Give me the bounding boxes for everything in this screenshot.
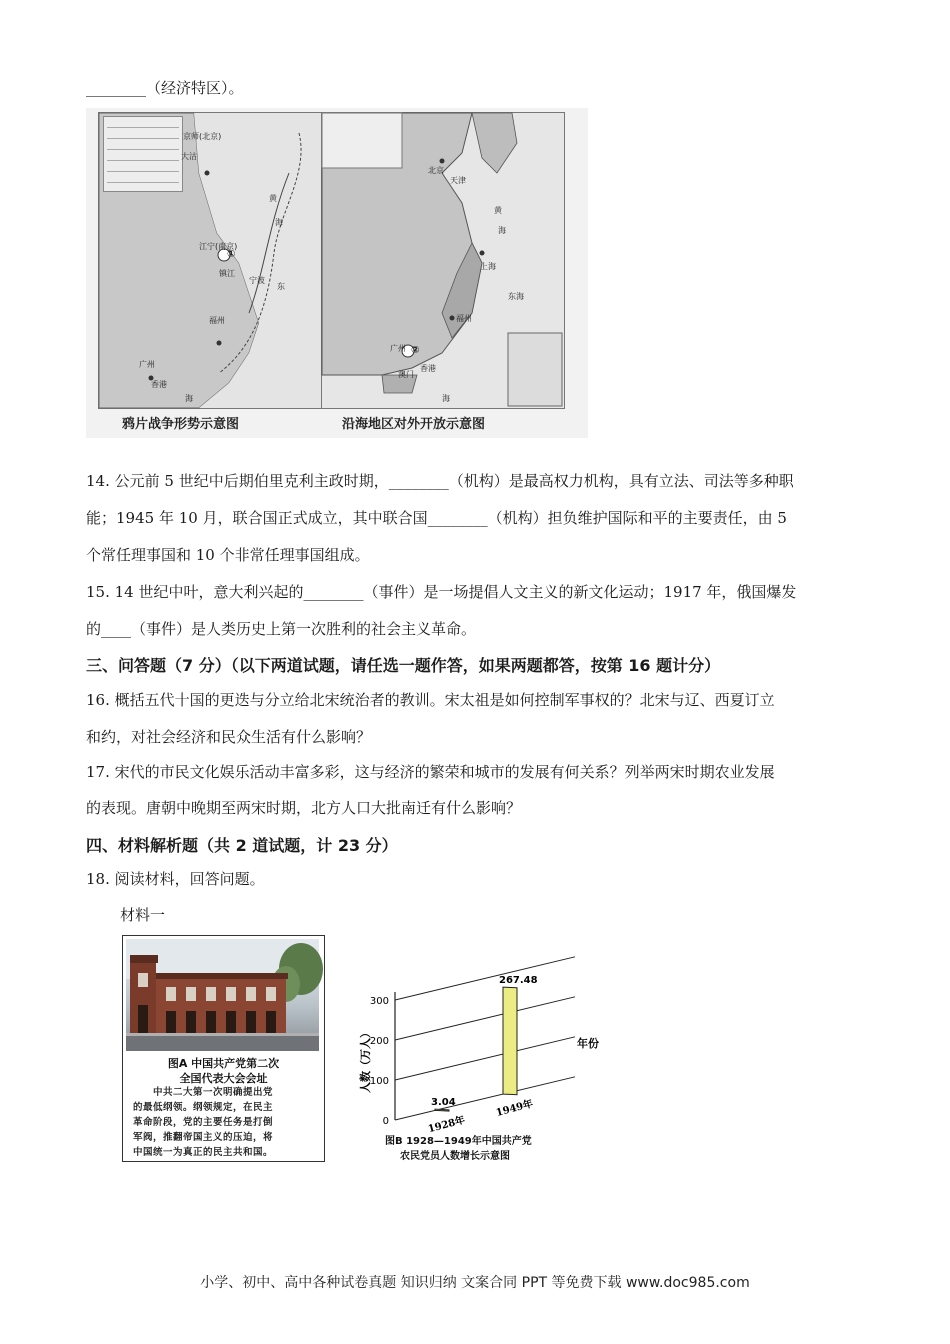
fill-blank-line: ________（经济特区）。	[86, 79, 244, 97]
figure-b-chart	[355, 930, 599, 1170]
question-17-line-1: 17. 宋代的市民文化娱乐活动丰富多彩，这与经济的繁荣和城市的发展有何关系？列举两宋时期农业发展	[86, 763, 775, 781]
marker-2: ②	[411, 345, 420, 356]
question-15-line-1: 15. 14 世纪中叶，意大利兴起的________（事件）是一场提倡人文主义的新文化运动；1917 年，俄国爆发	[86, 583, 797, 601]
question-14-line-3: 个常任理事国和 10 个非常任理事国组成。	[86, 546, 370, 564]
material-1-label: 材料一	[120, 906, 166, 924]
figure-a-text-3: 革命阶段，党的主要任务是打倒	[133, 1117, 274, 1128]
question-14-line-1: 14. 公元前 5 世纪中后期伯里克利主政时期，________（机构）是最高权力机构，具有立法、司法等多种职	[86, 472, 794, 490]
y-tick-label: 300	[369, 996, 389, 1007]
section-3-heading: 三、问答题（7 分）（以下两道试题，请任选一题作答，如果两题都答，按第 16 题计分）	[86, 656, 721, 675]
coastal-opening-map-caption: 沿海地区对外开放示意图	[342, 417, 486, 432]
gridline-0	[395, 1077, 575, 1120]
marker-1: ①	[227, 249, 236, 260]
figure-a-caption-2: 全国代表大会会址	[179, 1072, 268, 1085]
x-category-label: 1949年	[494, 1098, 535, 1119]
page-footer: 小学、初中、高中各种试卷真题 知识归纳 文案合同 PPT 等免费下载 www.doc985.com	[200, 1275, 750, 1291]
y-tick-label: 200	[369, 1036, 389, 1047]
y-tick-label: 0	[382, 1116, 389, 1127]
x-category-label: 1928年	[426, 1114, 467, 1136]
figure-a-text-1: 中共二大第一次明确提出党	[153, 1087, 274, 1098]
map-legend	[103, 116, 183, 192]
congress-site-photo	[126, 939, 319, 1051]
figure-a-text-4: 军阀，推翻帝国主义的压迫，将	[133, 1132, 274, 1143]
opium-war-map-caption: 鸦片战争形势示意图	[122, 417, 240, 432]
question-18-line: 18. 阅读材料，回答问题。	[86, 870, 265, 888]
figure-a-caption-1: 图A 中国共产党第二次	[167, 1057, 280, 1070]
gridline-200	[395, 997, 575, 1040]
gridline-300	[395, 957, 575, 1000]
maps-figure	[86, 108, 588, 438]
y-tick-label: 100	[369, 1076, 389, 1087]
question-16-line-1: 16. 概括五代十国的更迭与分立给北宋统治者的教训。宋太祖是如何控制军事权的？北宋与辽、西夏订立	[86, 691, 775, 709]
bar-1949年	[503, 987, 517, 1095]
x-axis-label: 年份	[577, 1036, 599, 1050]
question-14-line-2: 能；1945 年 10 月，联合国正式成立，其中联合国________（机构）担负维护国际和平的主要责任，由 5	[86, 509, 787, 527]
figure-a-text-5: 中国统一为真正的民主共和国。	[133, 1147, 274, 1158]
section-4-heading: 四、材料解析题（共 2 道试题，计 23 分）	[86, 836, 398, 855]
bar-value-label: 3.04	[431, 1097, 456, 1109]
question-16-line-2: 和约，对社会经济和民众生活有什么影响？	[86, 728, 372, 746]
bar-1928年	[435, 1109, 449, 1111]
opium-war-map: 京师(北京) 大沽 黄 海 江宁(南京) 镇江 宁波 东 福州 广州 香港 海 ①	[98, 112, 342, 409]
coastal-opening-map: 北京 天津 黄 海 上海 东海 福州 广州 香港 澳门 海 ②	[321, 112, 565, 409]
figure-b-caption-1: 图B 1928—1949年中国共产党	[385, 1136, 532, 1147]
y-axis-label: 人数（万人）	[359, 1027, 372, 1093]
figure-a-text-2: 的最低纲领。纲领规定，在民主	[133, 1102, 274, 1113]
gridline-100	[395, 1037, 575, 1080]
bar-value-label: 267.48	[499, 975, 538, 987]
question-15-line-2: 的____（事件）是人类历史上第一次胜利的社会主义革命。	[86, 620, 477, 638]
figure-a-box	[122, 935, 325, 1162]
figure-b-caption-2: 农民党员人数增长示意图	[400, 1151, 510, 1162]
membership-chart-svg	[355, 930, 599, 1136]
question-17-line-2: 的表现。唐朝中晚期至两宋时期，北方人口大批南迁有什么影响？	[86, 799, 522, 817]
